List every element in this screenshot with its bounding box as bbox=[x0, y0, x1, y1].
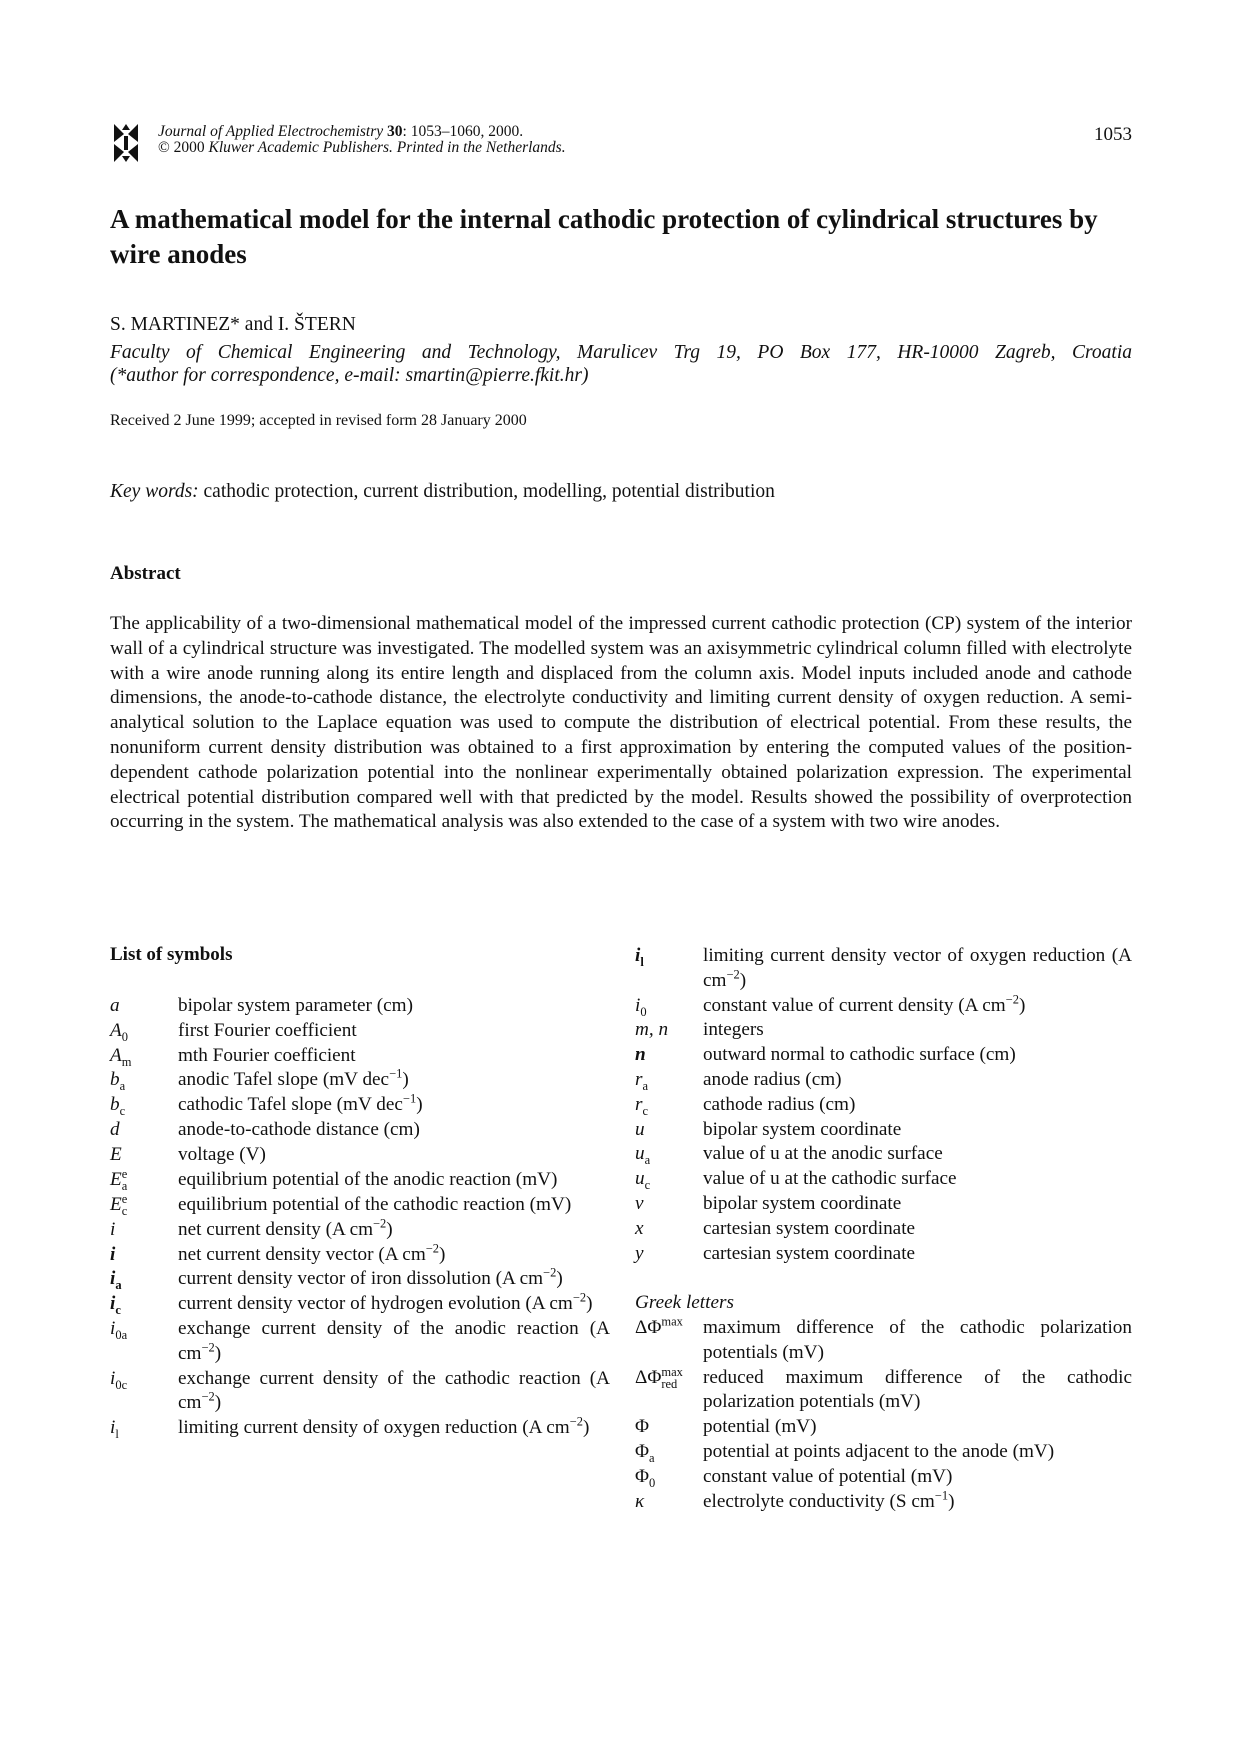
symbol-subscript: l bbox=[640, 954, 644, 969]
symbol-definition: potential at points adjacent to the anode (mV) bbox=[703, 1440, 1055, 1462]
symbol-subscript: a bbox=[642, 1078, 649, 1093]
symbol-base: i bbox=[110, 1367, 116, 1389]
symbol-definition: constant value of current density (A $cm^{-2}$) bbox=[703, 992, 1026, 1016]
publisher-logo bbox=[110, 122, 142, 164]
symbol-notation bbox=[110, 1118, 178, 1143]
symbol-definition: electrolyte conductivity (S $cm^{-1}$) bbox=[703, 1488, 955, 1512]
symbol-notation bbox=[635, 1415, 703, 1440]
symbol-notation bbox=[110, 1143, 178, 1168]
symbol-base: i bbox=[110, 1218, 116, 1240]
authors: S. MARTINEZ* and I. ŠTERN bbox=[110, 314, 356, 335]
symbol-subscript: 0 bbox=[640, 1004, 647, 1019]
symbol-base: i bbox=[110, 1417, 116, 1439]
greek-letters-heading: Greek letters bbox=[635, 1292, 734, 1314]
symbol-entry bbox=[110, 1243, 610, 1268]
symbol-definition: limiting current density of oxygen reduction (A $cm^{-2}$) bbox=[178, 1414, 590, 1439]
symbol-base: u bbox=[635, 1143, 645, 1165]
symbol-entry bbox=[635, 1043, 1132, 1068]
symbol-notation bbox=[635, 1465, 703, 1490]
journal-citation bbox=[158, 124, 566, 156]
symbol-subscript: a bbox=[119, 1079, 126, 1094]
symbol-definition: net current density (A $cm^{-2}$) bbox=[178, 1216, 393, 1240]
symbol-notation bbox=[635, 1142, 703, 1167]
symbol-base: Φ bbox=[635, 1465, 650, 1487]
symbol-notation bbox=[110, 1193, 178, 1218]
symbol-definition: current density vector of hydrogen evolution (A $cm^{-2}$) bbox=[178, 1290, 593, 1315]
spacer bbox=[635, 1266, 1132, 1291]
symbol-base: x bbox=[635, 1217, 644, 1239]
symbol-base: b bbox=[110, 1069, 120, 1091]
symbol-entry bbox=[110, 1168, 610, 1193]
symbol-subscript: 0c bbox=[115, 1377, 128, 1392]
symbol-notation bbox=[635, 1242, 703, 1267]
symbol-entry bbox=[110, 1093, 610, 1118]
symbol-base: ΔΦ bbox=[635, 1366, 662, 1388]
symbol-subscript: 0 bbox=[121, 1029, 128, 1044]
copyright-year: 2000 bbox=[169, 139, 209, 156]
symbol-entry bbox=[635, 1242, 1132, 1267]
symbol-base: E bbox=[110, 1193, 122, 1215]
symbol-definition: first Fourier coefficient bbox=[178, 1019, 357, 1041]
symbol-notation bbox=[635, 1192, 703, 1217]
symbol-entry bbox=[635, 944, 1132, 994]
symbol-base: E bbox=[110, 1168, 122, 1190]
symbol-base: i bbox=[635, 994, 641, 1016]
symbol-definition: constant value of potential (mV) bbox=[703, 1465, 953, 1487]
symbol-definition: bipolar system coordinate bbox=[703, 1118, 902, 1140]
publisher: Kluwer Academic Publishers. Printed in the Netherlands. bbox=[208, 139, 566, 156]
symbol-entry bbox=[635, 1217, 1132, 1242]
symbol-subscript: 0a bbox=[115, 1327, 128, 1342]
symbol-base: b bbox=[110, 1094, 120, 1116]
symbol-base: i bbox=[110, 1317, 116, 1339]
symbol-entry bbox=[110, 1416, 610, 1441]
symbol-notation bbox=[110, 1019, 178, 1044]
symbol-definition: current density vector of iron dissolution (A $cm^{-2}$) bbox=[178, 1265, 563, 1290]
symbol-definition: anode-to-cathode distance (cm) bbox=[178, 1118, 420, 1140]
symbol-notation bbox=[635, 994, 703, 1019]
symbol-notation bbox=[635, 1316, 703, 1366]
symbol-entry bbox=[110, 1267, 610, 1292]
symbol-notation bbox=[635, 1366, 703, 1416]
symbol-definition: limiting current density vector of oxygen reduction (A $cm^{-2}$) bbox=[703, 945, 1132, 991]
symbol-definition: exchange current density of the cathodic reaction (A $cm^{-2}$) bbox=[178, 1367, 610, 1414]
symbols-left-column bbox=[110, 994, 610, 1441]
symbol-notation bbox=[110, 1317, 178, 1367]
symbol-entry bbox=[635, 1018, 1132, 1043]
symbol-subscript: a bbox=[121, 1179, 128, 1194]
symbol-definition: integers bbox=[703, 1019, 764, 1041]
symbol-definition: reduced maximum difference of the cathodic polarization potentials (mV) bbox=[703, 1366, 1132, 1413]
keywords-text: cathodic protection, current distribution, modelling, potential distribution bbox=[203, 481, 775, 502]
symbol-entry bbox=[635, 1118, 1132, 1143]
journal-name: Journal of Applied Electrochemistry bbox=[158, 123, 384, 140]
symbol-subscript: a bbox=[115, 1278, 122, 1293]
symbol-definition: exchange current density of the anodic reaction (A $cm^{-2}$) bbox=[178, 1317, 610, 1364]
symbol-entry bbox=[110, 1068, 610, 1093]
affiliation: Faculty of Chemical Engineering and Technology, Marulicev Trg 19, PO Box 177, HR-10000 Zagreb, Croatia bbox=[110, 342, 1132, 363]
symbol-base: A bbox=[110, 1044, 122, 1066]
symbol-base: m, n bbox=[635, 1019, 669, 1041]
symbol-entry bbox=[635, 1440, 1132, 1465]
symbols-heading: List of symbols bbox=[110, 944, 233, 965]
symbol-notation bbox=[635, 1118, 703, 1143]
symbol-definition: cartesian system coordinate bbox=[703, 1242, 916, 1264]
symbol-notation bbox=[635, 1217, 703, 1242]
symbol-definition: cartesian system coordinate bbox=[703, 1217, 916, 1239]
symbol-entry bbox=[110, 1367, 610, 1417]
symbol-base: v bbox=[635, 1192, 644, 1214]
symbol-subscript: c bbox=[115, 1302, 121, 1317]
symbol-notation bbox=[110, 1068, 178, 1093]
correspondence: (*author for correspondence, e-mail: smartin@pierre.fkit.hr) bbox=[110, 365, 589, 386]
paper-title: A mathematical model for the internal cathodic protection of cylindrical structures by wire anodes bbox=[110, 204, 1098, 269]
symbol-notation bbox=[635, 1068, 703, 1093]
symbol-entry bbox=[635, 1465, 1132, 1490]
symbol-notation bbox=[635, 1093, 703, 1118]
keywords bbox=[110, 481, 775, 503]
abstract-heading: Abstract bbox=[110, 563, 181, 584]
symbol-notation bbox=[635, 1018, 703, 1043]
symbol-entry bbox=[110, 1118, 610, 1143]
symbol-entry bbox=[635, 1366, 1132, 1416]
symbol-definition: anode radius (cm) bbox=[703, 1068, 842, 1090]
abstract-text: The applicability of a two-dimensional mathematical model of the impressed current cathodic protection (CP) system of the interior wall of a cylindrical structure was investigated. The modelled system was an axisymmetric cylindrical column filled with electrolyte with a wire anode running along its entire length and displaced from the column axis. Model inputs included anode and cathode dimensions, the anode-to-cathode distance, the electrolyte conductivity and limiting current density of oxygen reduction. A semi-analytical solution to the Laplace equation was used to compute the distribution of electrical potential. From these results, the nonuniform current density distribution was obtained to a first approximation by entering the computed values of the position-dependent cathode polarization potential into the nonlinear experimentally obtained polarization expression. The experimental electrical potential distribution compared well with that predicted by the model. Results showed the possibility of overprotection occurring in the system. The mathematical analysis was also extended to the case of a system with two wire anodes. bbox=[110, 613, 1132, 833]
symbol-base: u bbox=[635, 1168, 645, 1190]
symbol-entry bbox=[110, 1218, 610, 1243]
symbol-definition: mth Fourier coefficient bbox=[178, 1044, 356, 1066]
symbol-notation bbox=[110, 1044, 178, 1069]
symbol-notation bbox=[635, 1043, 703, 1068]
symbol-superscript: max bbox=[661, 1364, 683, 1379]
symbol-subscript: c bbox=[121, 1204, 128, 1219]
symbol-entry bbox=[110, 1143, 610, 1168]
symbol-base: y bbox=[635, 1242, 644, 1264]
symbol-base: i bbox=[635, 945, 641, 966]
symbol-definition: value of u at the cathodic surface bbox=[703, 1168, 957, 1190]
symbol-notation bbox=[635, 1167, 703, 1192]
symbol-definition: value of u at the anodic surface bbox=[703, 1143, 943, 1165]
symbol-definition: voltage (V) bbox=[178, 1143, 266, 1165]
keywords-label: Key words: bbox=[110, 481, 199, 502]
symbol-notation bbox=[110, 1168, 178, 1193]
symbol-entry bbox=[635, 994, 1132, 1019]
symbol-notation bbox=[110, 994, 178, 1019]
symbol-superscript: e bbox=[121, 1166, 128, 1181]
symbol-subscript: c bbox=[119, 1104, 126, 1119]
symbol-definition: maximum difference of the cathodic polarization potentials (mV) bbox=[703, 1316, 1132, 1363]
symbol-entry bbox=[635, 1068, 1132, 1093]
symbol-base: d bbox=[110, 1118, 120, 1140]
symbol-definition: bipolar system coordinate bbox=[703, 1192, 902, 1214]
symbol-notation bbox=[110, 1367, 178, 1417]
symbol-subscript: red bbox=[661, 1377, 678, 1392]
symbol-entry bbox=[635, 1490, 1132, 1515]
symbol-definition: cathodic Tafel slope (mV dec$^{-1}$) bbox=[178, 1091, 423, 1116]
page-number: 1053 bbox=[1094, 124, 1132, 145]
symbol-definition: net current density vector (A $cm^{-2}$) bbox=[178, 1241, 446, 1265]
symbol-base: ΔΦ bbox=[635, 1316, 662, 1338]
symbol-entry bbox=[635, 1415, 1132, 1440]
symbol-base: n bbox=[635, 1044, 646, 1066]
symbol-definition: equilibrium potential of the cathodic reaction (mV) bbox=[178, 1193, 572, 1215]
symbol-definition: equilibrium potential of the anodic reaction (mV) bbox=[178, 1168, 558, 1190]
symbol-definition: potential (mV) bbox=[703, 1416, 817, 1438]
symbol-entry bbox=[635, 1192, 1132, 1217]
symbol-base: Φ bbox=[635, 1440, 650, 1462]
journal-volume: 30 bbox=[387, 123, 403, 140]
symbol-notation bbox=[635, 1490, 703, 1515]
symbol-subscript: m bbox=[121, 1054, 132, 1069]
symbol-definition: cathode radius (cm) bbox=[703, 1093, 856, 1115]
symbol-base: Φ bbox=[635, 1416, 650, 1438]
symbol-base: A bbox=[110, 1019, 122, 1041]
symbol-base: i bbox=[110, 1293, 116, 1315]
symbol-base: r bbox=[635, 1068, 643, 1090]
journal-header bbox=[110, 122, 1132, 166]
symbol-entry bbox=[110, 1019, 610, 1044]
symbol-notation bbox=[110, 1267, 178, 1292]
symbol-entry bbox=[110, 1044, 610, 1069]
symbol-entry bbox=[635, 1093, 1132, 1118]
symbol-entry bbox=[635, 1167, 1132, 1192]
symbol-superscript: e bbox=[121, 1191, 128, 1206]
symbol-base: i bbox=[110, 1268, 116, 1290]
symbol-subscript: c bbox=[644, 1178, 651, 1192]
received-dates: Received 2 June 1999; accepted in revised form 28 January 2000 bbox=[110, 412, 527, 429]
symbol-subscript: l bbox=[115, 1426, 119, 1441]
symbol-base: i bbox=[110, 1243, 116, 1265]
symbol-notation bbox=[110, 1416, 178, 1441]
symbol-base: E bbox=[110, 1143, 122, 1165]
symbol-base: r bbox=[635, 1093, 643, 1115]
journal-pages: : 1053–1060, 2000. bbox=[402, 123, 524, 140]
symbol-definition: outward normal to cathodic surface (cm) bbox=[703, 1044, 1016, 1066]
symbol-entry bbox=[110, 994, 610, 1019]
symbol-base: κ bbox=[635, 1490, 645, 1512]
copyright-symbol: © bbox=[158, 139, 170, 156]
symbol-notation bbox=[110, 1218, 178, 1243]
symbol-notation bbox=[110, 1093, 178, 1118]
symbol-notation bbox=[635, 1440, 703, 1465]
symbol-entry bbox=[635, 1142, 1132, 1167]
symbol-notation bbox=[110, 1292, 178, 1317]
symbol-subscript: 0 bbox=[649, 1475, 656, 1490]
symbol-base: a bbox=[110, 995, 120, 1016]
symbol-superscript: max bbox=[661, 1314, 683, 1329]
symbol-entry bbox=[635, 1316, 1132, 1366]
symbol-base: u bbox=[635, 1118, 645, 1140]
symbol-notation bbox=[110, 1243, 178, 1268]
symbol-definition: anodic Tafel slope (mV dec$^{-1}$) bbox=[178, 1067, 409, 1091]
symbol-definition: bipolar system parameter (cm) bbox=[178, 995, 413, 1016]
symbol-entry bbox=[110, 1317, 610, 1367]
symbol-entry bbox=[110, 1193, 610, 1218]
symbol-subscript: a bbox=[649, 1450, 655, 1465]
symbol-notation bbox=[635, 944, 703, 994]
symbols-right-column bbox=[635, 944, 1132, 1514]
symbol-subscript: c bbox=[642, 1103, 649, 1118]
symbol-entry bbox=[110, 1292, 610, 1317]
symbol-subscript: a bbox=[644, 1153, 651, 1168]
